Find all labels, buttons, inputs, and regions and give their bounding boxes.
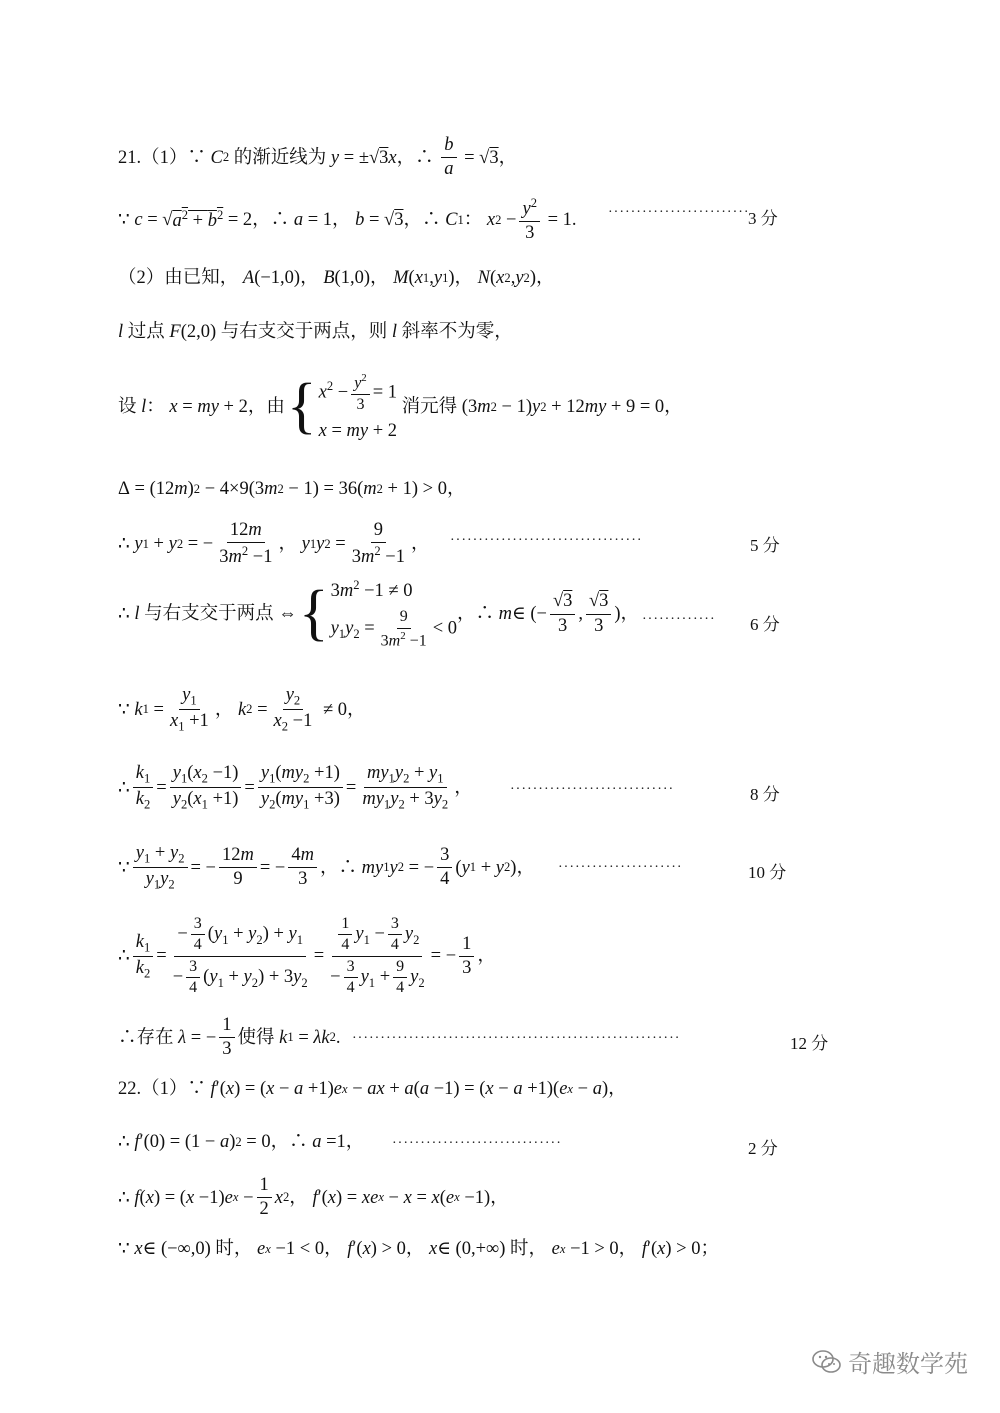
score-label: 2 分 xyxy=(748,1139,778,1158)
line-21-2: ∵ c = √ $a^2 + b^2$ = 2，∴ a = 1， b = √ 3 ，∴ C 1 ： x 2 − $\frac{y^2}{3}$ = 1. xyxy=(118,196,577,244)
score-label: 8 分 xyxy=(750,785,780,804)
line-21-final-ratio: ∴ $\frac{k_1}{k_2}$ = − $\frac{3}{4}$ $(y_1 + y_2) + y_1$ − $\frac{3}{4}$ $(y_1 + y_2) + 3y_2$ = $\frac{1}{4}$ $y_1$ − $\frac{3}{4}$ $y_2$ − $\frac{3}{4}$ $y_1$ + $\frac{9}{4}$ $y_2$ = − $\frac{1}{3}$ ， xyxy=(118,915,496,997)
score-dots: ·························································· xyxy=(352,1031,681,1046)
line-22-f: ∴ f ( x ) = ( x −1) e x − $\frac{1}{2}$ x 2 ， f ′( x ) = xe x − x = x ( e x −1)， xyxy=(118,1175,509,1220)
score-label: 5 分 xyxy=(750,536,780,555)
watermark-text: 奇趣数学苑 xyxy=(848,1350,968,1378)
score-dots: ·································· xyxy=(450,533,643,548)
line-21-conclusion: ∴存在 λ = − $\frac{1}{3}$ 使得 k 1 = λk 2 . xyxy=(118,1015,341,1060)
line-21-delta: Δ = (12 m ) 2 − 4×9(3 m 2 − 1) = 36( m 2 + 1) > 0， xyxy=(118,479,466,499)
line-22-monotonic: ∵ x ∈ (−∞,0) 时， e x −1 < 0， f ′( x ) > 0， x ∈ (0,+∞) 时， e x −1 > 0， f ′( x ) > 0； xyxy=(118,1239,719,1259)
score-dots: ····························· xyxy=(510,782,675,797)
watermark xyxy=(812,1344,968,1379)
score-label: 3 分 xyxy=(748,209,778,228)
line-21-condition: ∴ l 与右支交于两点 ⇔ { $3m^2 -1 \ne 0$ $y_1y_2$ = $\frac{9}{3m^2 -1}$ < 0 ，∴ m ∈ (− $\frac{√3}{3}$ , $\frac{√3}{3}$ )， xyxy=(118,578,640,650)
line-22-a: ∴ f ′(0) = (1 − a ) 2 = 0，∴ a =1， xyxy=(118,1132,365,1152)
line-21-2-given: （2）由已知， A (−1,0)， B (1,0)， M ( x 1 , y 1 )， N ( x 2 , y 2 )， xyxy=(118,268,555,288)
score-label: 12 分 xyxy=(790,1034,829,1053)
line-21-1: 21.（1）∵ C 2 的渐近线为 y = ±√ 3 x ，∴ $\frac{b}{a}$ = √ 3 ， xyxy=(118,135,518,180)
score-label: 10 分 xyxy=(748,863,787,882)
line-21-ratio: ∴ $\frac{k_1}{k_2}$ = $\frac{y_1(x_2 -1)}{y_2(x_1 +1)}$ = $\frac{y_1(my_2 +1)}{y_2(my_1 +3)}$ = $\frac{my_1y_2 + y_1}{my_1y_2 + 3y_2}$ ， xyxy=(118,763,473,812)
line-21-line-l: l 过点 F (2,0) 与右支交于两点，则 l 斜率不为零， xyxy=(118,322,513,342)
line-21-system: 设 l ： x = my + 2，由 { $x^2$ − $\frac{y^2}{3}$ = 1 x = my + 2 消元得 (3 m 2 − 1) y 2 + 12 my + 9 = 0， xyxy=(118,372,683,442)
score-dots: ············· xyxy=(642,612,716,627)
wechat-icon xyxy=(812,1349,842,1375)
line-21-slopes: ∵ k 1 = $\frac{y_1}{x_1 +1}$ ， k 2 = $\frac{y_2}{x_2 -1}$ ≠ 0， xyxy=(118,685,366,734)
score-dots: ······························ xyxy=(392,1136,562,1151)
score-dots: ························· xyxy=(608,205,750,220)
line-22-1: 22.（1）∵ f ′( x ) = ( x − a +1) e x − ax + a ( a −1) = ( x − a +1)( e x − a )， xyxy=(118,1079,627,1099)
line-21-sum-product: ∵ $\frac{y_1 + y_2}{y_1y_2}$ = − $\frac{12m}{9}$ = − $\frac{4m}{3}$ ，∴ my 1 y 2 = − $\frac{3}{4}$ ( y 1 + y 2 )， xyxy=(118,843,535,892)
line-21-vieta: ∴ y 1 + y 2 = − $\frac{12m}{3m^2 -1}$ ， y 1 y 2 = $\frac{9}{3m^2 -1}$ ， xyxy=(118,520,430,568)
score-label: 6 分 xyxy=(750,615,780,634)
score-dots: ······················ xyxy=(558,860,683,875)
